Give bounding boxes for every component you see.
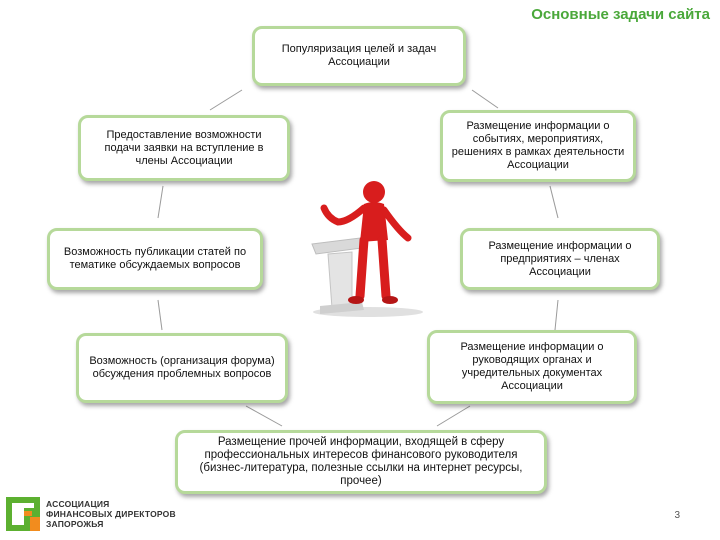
connector-line — [210, 90, 242, 110]
connector-line — [158, 186, 163, 218]
logo-line-1: АССОЦИАЦИЯ — [46, 499, 110, 509]
box-right-3: Размещение информации о руководящих органах и учредительных документах Ассоциации — [427, 330, 637, 404]
connector-line — [550, 186, 558, 218]
connector-line — [246, 406, 282, 426]
association-logo — [6, 497, 176, 531]
box-right-1: Размещение информации о событиях, мероприятиях, решениях в рамках деятельности Ассоциации — [440, 110, 636, 182]
box-top: Популяризация целей и задач Ассоциации — [252, 26, 466, 86]
connector-line — [472, 90, 498, 108]
box-left-2: Возможность публикации статей по тематике обсуждаемых вопросов — [47, 228, 263, 290]
box-right-2: Размещение информации о предприятиях – членах Ассоциации — [460, 228, 660, 290]
speaker-figure-illustration — [298, 178, 428, 318]
page-title: Основные задачи сайта — [531, 6, 710, 23]
connector-line — [555, 300, 558, 330]
connector-line — [158, 300, 162, 330]
connector-line — [437, 406, 470, 426]
logo-line-2: ФИНАНСОВЫХ ДИРЕКТОРОВ — [46, 509, 176, 519]
box-left-1: Предоставление возможности подачи заявки на вступление в члены Ассоциации — [78, 115, 290, 181]
logo-icon — [6, 497, 40, 531]
page-number: 3 — [674, 510, 680, 521]
box-left-3: Возможность (организация форума) обсуждения проблемных вопросов — [76, 333, 288, 403]
box-bottom: Размещение прочей информации, входящей в сферу профессиональных интересов финансового руководителя (бизнес-литература, полезные ссылки на интернет ресурсы, прочее) — [175, 430, 547, 494]
logo-line-3: ЗАПОРОЖЬЯ — [46, 519, 104, 529]
